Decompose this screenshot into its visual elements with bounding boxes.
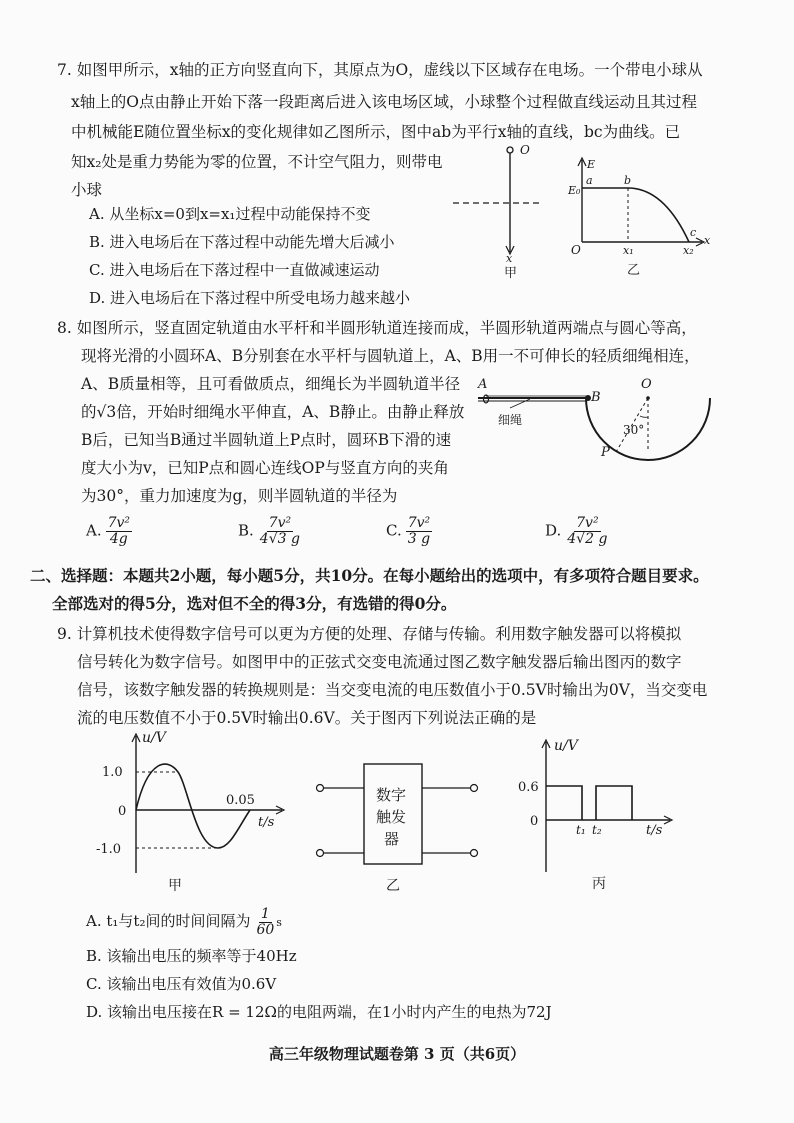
q9-jia-xlabel: t/s (258, 815, 275, 830)
q7-figure-yi (564, 152, 714, 282)
q8-line-3: A、B质量相等，且可看做质点，细绳长为半圆轨道半径 (81, 375, 461, 393)
q7-yi-c: c (690, 226, 697, 239)
q8-option-b: B. $\frac{\text{7v²}}{4√3 g}$ (238, 515, 300, 547)
q9-line-2: 信号转化为数字信号。如图甲中的正弦式交变电流通过图乙数字触发器后输出图丙的数字 (77, 653, 682, 671)
q7-yi-caption: 乙 (627, 263, 641, 278)
q9-yi-box-line3: 器 (384, 830, 400, 848)
q7-yi-e0: E₀ (568, 184, 581, 197)
q7-jia-caption: 甲 (504, 266, 518, 281)
q7-option-d: D. 进入电场后在下落过程中所受电场力越来越小 (89, 289, 411, 307)
q9-jia-caption: 甲 (168, 878, 182, 894)
q7-yi-x1: x₁ (623, 244, 634, 257)
q8-label-rope: 细绳 (498, 413, 523, 427)
q7-line-2: x轴上的O点由静止开始下落一段距离后进入该电场区域，小球整个过程做直线运动且其过程 (71, 93, 697, 111)
q9-bing-xlabel: t/s (646, 823, 663, 838)
q7-jia-origin: O (520, 143, 530, 157)
q7-line-1: 7. 如图甲所示，x轴的正方向竖直向下，其原点为O，虚线以下区域存在电场。一个带电小球从 (57, 61, 703, 79)
q7-yi-ylabel: E (587, 158, 596, 171)
q8-option-c: C. $\frac{\text{7v²}}{3 g}$ (386, 515, 431, 547)
q9-option-b: B. 该输出电压的频率等于40Hz (86, 947, 297, 965)
q9-jia-ytop: 1.0 (102, 765, 123, 780)
q8-label-p: P (601, 445, 610, 460)
q9-figure-jia (92, 728, 302, 898)
q9-line-4: 流的电压数值不小于0.5V时输出0.6V。关于图丙下列说法正确的是 (77, 709, 537, 727)
q8-figure (470, 372, 710, 482)
q9-yi-box-line1: 数字 (376, 786, 407, 804)
page-footer: 高三年级物理试题卷第 3 页（共6页） (268, 1045, 526, 1063)
q9-bing-yval: 0.6 (518, 780, 539, 795)
q7-option-a: A. 从坐标x=0到x=x₁过程中动能保持不变 (89, 205, 371, 223)
q8-line-6: 度大小为v，已知P点和圆心连线OP与竖直方向的夹角 (81, 459, 449, 477)
q9-figure-bing (512, 736, 682, 896)
q8-label-b: B (591, 390, 601, 405)
q7-figure-jia (448, 140, 548, 280)
q9-bing-ylabel: u/V (554, 738, 578, 754)
q9-jia-yzero: 0 (118, 804, 127, 819)
q8-option-a: A. $\frac{\text{7v²}}{4g}$ (86, 515, 131, 547)
q9-option-d: D. 该输出电压接在R = 12Ω的电阻两端，在1小时内产生的电热为72J (86, 1003, 552, 1021)
q7-yi-b: b (624, 174, 632, 187)
q9-figure-yi (312, 764, 488, 894)
q7-jia-axis: x (506, 252, 513, 265)
q9-line-3: 信号，该数字触发器的转换规则是：当交变电流的电压数值小于0.5V时输出为0V，当交变电 (77, 681, 708, 699)
q9-yi-caption: 乙 (386, 878, 400, 894)
q9-option-a: A. t₁与t₂间的时间间隔为 $\frac{1}{60}$ s (86, 905, 282, 938)
q8-label-a: A (478, 377, 488, 392)
q8-line-1: 8. 如图所示，竖直固定轨道由水平杆和半圆形轨道连接而成，半圆形轨道两端点与圆心等高， (57, 319, 697, 337)
q8-label-angle: 30° (623, 423, 645, 437)
q9-bing-t2: t₂ (592, 823, 602, 837)
q9-jia-ybottom: -1.0 (96, 842, 122, 857)
q7-line-3: 中机械能E随位置坐标x的变化规律如乙图所示，图中ab为平行x轴的直线，bc为曲线。已 (71, 123, 681, 141)
q9-line-1: 9. 计算机技术使得数字信号可以更为方便的处理、存储与传输。利用数字触发器可以将模拟 (57, 625, 682, 643)
section2-line-1: 二、选择题：本题共2小题，每小题5分，共10分。在每小题给出的选项中，有多项符合题目要求。 (30, 566, 709, 585)
q8-line-7: 为30°，重力加速度为g，则半圆轨道的半径为 (81, 487, 398, 505)
q7-option-c: C. 进入电场后在下落过程中一直做减速运动 (89, 261, 380, 279)
q9-option-c: C. 该输出电压有效值为0.6V (86, 975, 277, 993)
q7-option-b: B. 进入电场后在下落过程中动能先增大后减小 (89, 233, 395, 251)
q9-jia-ylabel: u/V (142, 730, 166, 746)
q7-yi-origin: O (571, 243, 581, 257)
q8-option-d: D. $\frac{\text{7v²}}{4√2 g}$ (545, 515, 608, 547)
q7-yi-xlabel: x (704, 234, 711, 247)
q8-line-4: 的√3倍，开始时细绳水平伸直，A、B静止。由静止释放 (81, 403, 465, 421)
q9-yi-box-line2: 触发 (376, 808, 407, 826)
q7-yi-a: a (586, 174, 593, 187)
q8-line-5: B后，已知当B通过半圆轨道上P点时，圆环B下滑的速 (81, 431, 452, 449)
q8-line-2: 现将光滑的小圆环A、B分别套在水平杆与圆轨道上，A、B用一不可伸长的轻质细绳相连， (81, 347, 700, 365)
section2-line-2: 全部选对的得5分，选对但不全的得3分，有选错的得0分。 (52, 594, 457, 613)
q7-yi-x2: x₂ (683, 244, 694, 257)
q7-line-4: 知x₂处是重力势能为零的位置，不计空气阻力，则带电 (71, 153, 443, 171)
q9-bing-t1: t₁ (576, 823, 586, 837)
q7-line-5: 小球 (71, 181, 103, 199)
q9-jia-xtick: 0.05 (226, 793, 255, 808)
q9-bing-yzero: 0 (530, 814, 539, 829)
q9-bing-caption: 丙 (592, 876, 606, 892)
q8-label-o: O (641, 377, 652, 392)
